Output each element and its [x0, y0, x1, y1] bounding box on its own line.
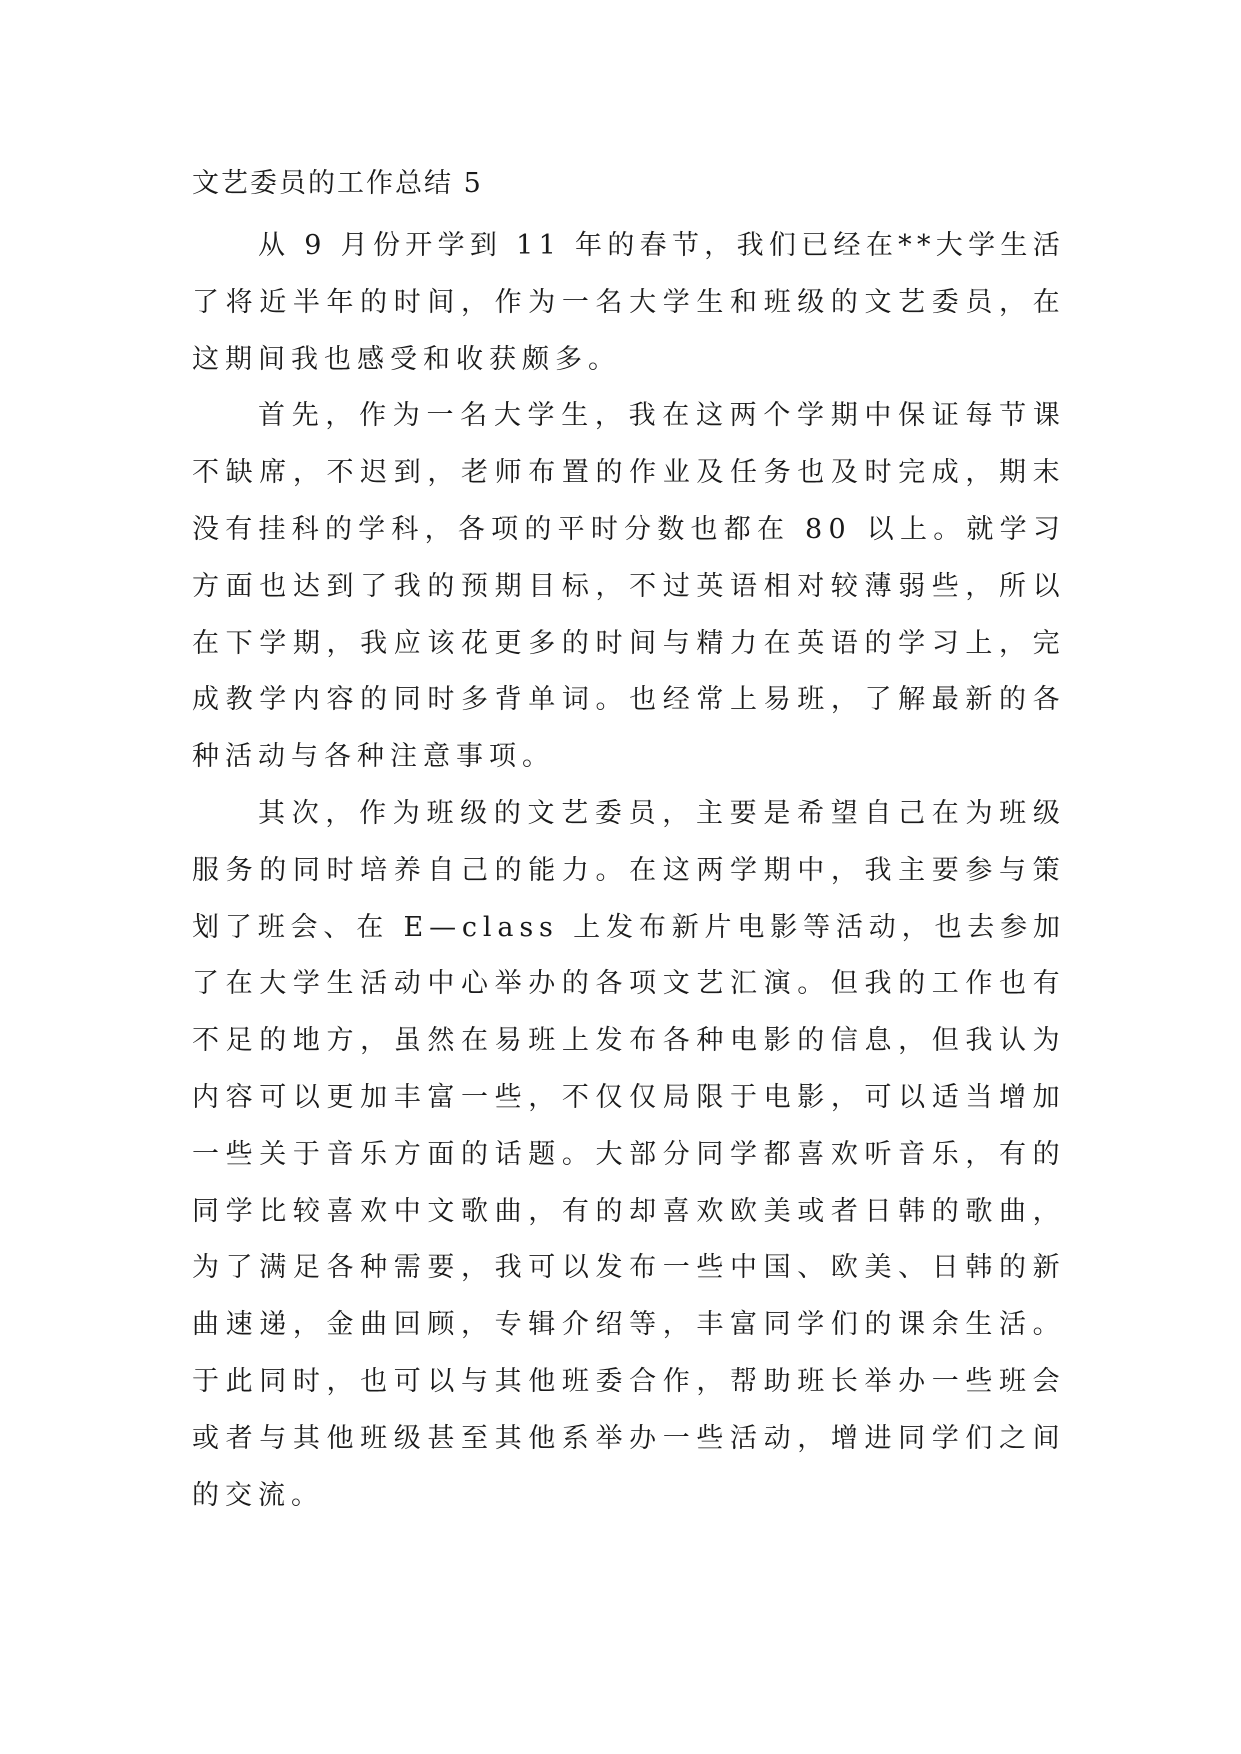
paragraph-line: 同 学 比 较 喜 欢 中 文 歌 曲 ， 有 的 却 喜 欢 欧 美 或 者 日 韩 的 歌 曲 ，	[192, 1195, 1060, 1227]
paragraph-line: 为 了 满 足 各 种 需 要 ， 我 可 以 发 布 一 些 中 国 、 欧 美 、 日 韩 的 新	[192, 1252, 1060, 1284]
paragraph-1	[192, 218, 1060, 388]
paragraph-line: 在 下 学 期 ， 我 应 该 花 更 多 的 时 间 与 精 力 在 英 语 的 学 习 上 ， 完	[192, 627, 1060, 659]
paragraph-line: 种活动与各种注意事项。	[192, 741, 555, 773]
paragraph-line: 划 了 班 会 、 在 E — c l a s s 上 发 布 新 片 电 影 等 活 动 ， 也 去 参 加	[192, 911, 1060, 943]
paragraph-line: 从 9 月 份 开 学 到 1 1 年 的 春 节 ， 我 们 已 经 在 * * 大 学 生 活	[258, 230, 1060, 261]
paragraph-line: 曲 速 递 ， 金 曲 回 顾 ， 专 辑 介 绍 等 ， 丰 富 同 学 们 的 课 余 生 活 。	[192, 1309, 1060, 1341]
paragraph-line: 方 面 也 达 到 了 我 的 预 期 目 标 ， 不 过 英 语 相 对 较 薄 弱 些 ， 所 以	[192, 570, 1060, 602]
paragraph-line: 不 足 的 地 方 ， 虽 然 在 易 班 上 发 布 各 种 电 影 的 信 息 ， 但 我 认 为	[192, 1025, 1060, 1057]
document-title: 文艺委员的工作总结 5	[192, 168, 483, 199]
paragraph-line: 成 教 学 内 容 的 同 时 多 背 单 词 。 也 经 常 上 易 班 ， 了 解 最 新 的 各	[192, 684, 1060, 716]
paragraph-line: 了 在 大 学 生 活 动 中 心 举 办 的 各 项 文 艺 汇 演 。 但 我 的 工 作 也 有	[192, 968, 1060, 1000]
paragraph-line: 首 先 ， 作 为 一 名 大 学 生 ， 我 在 这 两 个 学 期 中 保 证 每 节 课	[258, 400, 1060, 432]
paragraph-line: 了 将 近 半 年 的 时 间 ， 作 为 一 名 大 学 生 和 班 级 的 文 艺 委 员 ， 在	[192, 286, 1060, 318]
paragraph-line: 于 此 同 时 ， 也 可 以 与 其 他 班 委 合 作 ， 帮 助 班 长 举 办 一 些 班 会	[192, 1365, 1060, 1397]
paragraph-line: 或 者 与 其 他 班 级 甚 至 其 他 系 举 办 一 些 活 动 ， 增 进 同 学 们 之 间	[192, 1422, 1060, 1454]
paragraph-3	[192, 786, 1060, 1524]
paragraph-line: 服 务 的 同 时 培 养 自 己 的 能 力 。 在 这 两 学 期 中 ， 我 主 要 参 与 策	[192, 854, 1060, 886]
paragraph-line: 这期间我也感受和收获颇多。	[192, 343, 621, 375]
document-page	[192, 165, 1060, 1524]
paragraph-line: 不 缺 席 ， 不 迟 到 ， 老 师 布 置 的 作 业 及 任 务 也 及 时 完 成 ， 期 末	[192, 457, 1060, 489]
paragraph-line: 其 次 ， 作 为 班 级 的 文 艺 委 员 ， 主 要 是 希 望 自 己 在 为 班 级	[258, 797, 1060, 829]
paragraph-line: 没 有 挂 科 的 学 科 ， 各 项 的 平 时 分 数 也 都 在 8 0 以 上 。 就 学 习	[192, 513, 1060, 545]
paragraph-line: 内 容 可 以 更 加 丰 富 一 些 ， 不 仅 仅 局 限 于 电 影 ， 可 以 适 当 增 加	[192, 1081, 1060, 1113]
paragraph-line: 一 些 关 于 音 乐 方 面 的 话 题 。 大 部 分 同 学 都 喜 欢 听 音 乐 ， 有 的	[192, 1138, 1060, 1170]
paragraph-line: 的交流。	[192, 1479, 324, 1511]
paragraph-2	[192, 388, 1060, 786]
